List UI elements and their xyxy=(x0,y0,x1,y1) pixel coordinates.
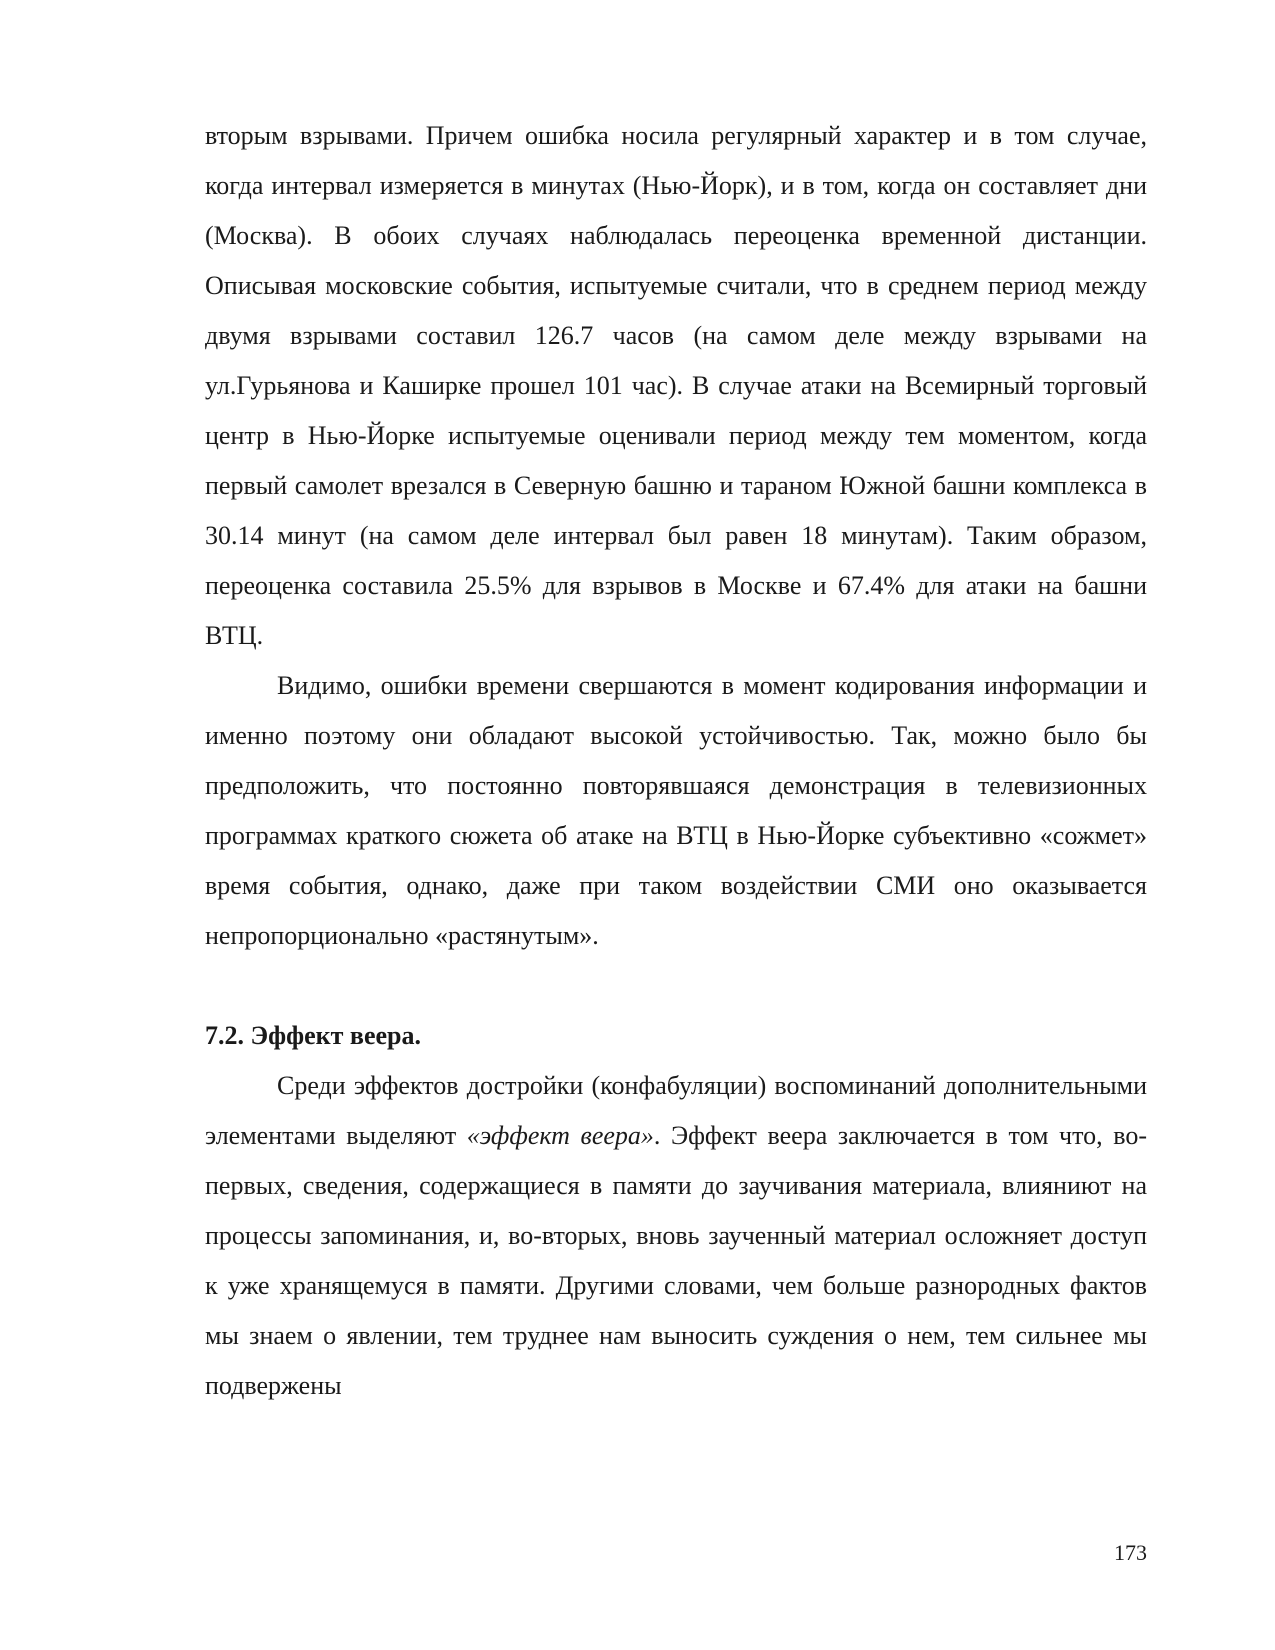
paragraph-3 xyxy=(205,1061,1147,1411)
term-fan-effect: «эффект веера» xyxy=(466,1121,654,1150)
paragraph-3-rest: . Эффект веера заключается в том что, во-первых, сведения, содержащиеся в памяти до заучивания материала, влияниют на процессы запоминания, и, во-вторых, вновь заученный материал осложняет доступ к уже хранящемуся в памяти. Другими словами, чем больше разнородных фактов мы знаем о явлении, тем труднее нам выносить суждения о нем, тем сильнее мы подвержены xyxy=(205,1121,1147,1400)
paragraph-1: вторым взрывами. Причем ошибка носила регулярный характер и в том случае, когда интервал измеряется в минутах (Нью-Йорк), и в том, когда он составляет дни (Москва). В обоих случаях наблюдалась переоценка временной дистанции. Описывая московские события, испытуемые считали, что в среднем период между двумя взрывами составил 126.7 часов (на самом деле между взрывами на ул.Гурьянова и Каширке прошел 101 час). В случае атаки на Всемирный торговый центр в Нью-Йорке испытуемые оценивали период между тем моментом, когда первый самолет врезался в Северную башню и тараном Южной башни комплекса в 30.14 минут (на самом деле интервал был равен 18 минутам). Таким образом, переоценка составила 25.5% для взрывов в Москве и 67.4% для атаки на башни ВТЦ. xyxy=(205,121,1147,650)
section-heading: 7.2. Эффект веера. xyxy=(205,1021,421,1050)
paragraph-3-start: Среди эффектов достройки (конфабуляции) воспоминаний дополнительными элементами выделяют xyxy=(205,1071,1147,1150)
body-text xyxy=(205,111,1147,1411)
paragraph-2: Видимо, ошибки времени свершаются в момент кодирования информации и именно поэтому они обладают высокой устойчивостью. Так, можно было бы предположить, что постоянно повторявшаяся демонстрация в телевизионных программах краткого сюжета об атаке на ВТЦ в Нью-Йорке субъективно «сожмет» время события, однако, даже при таком воздействии СМИ оно оказывается непропорционально «растянутым». xyxy=(205,671,1147,950)
page-number: 173 xyxy=(1114,1540,1147,1565)
